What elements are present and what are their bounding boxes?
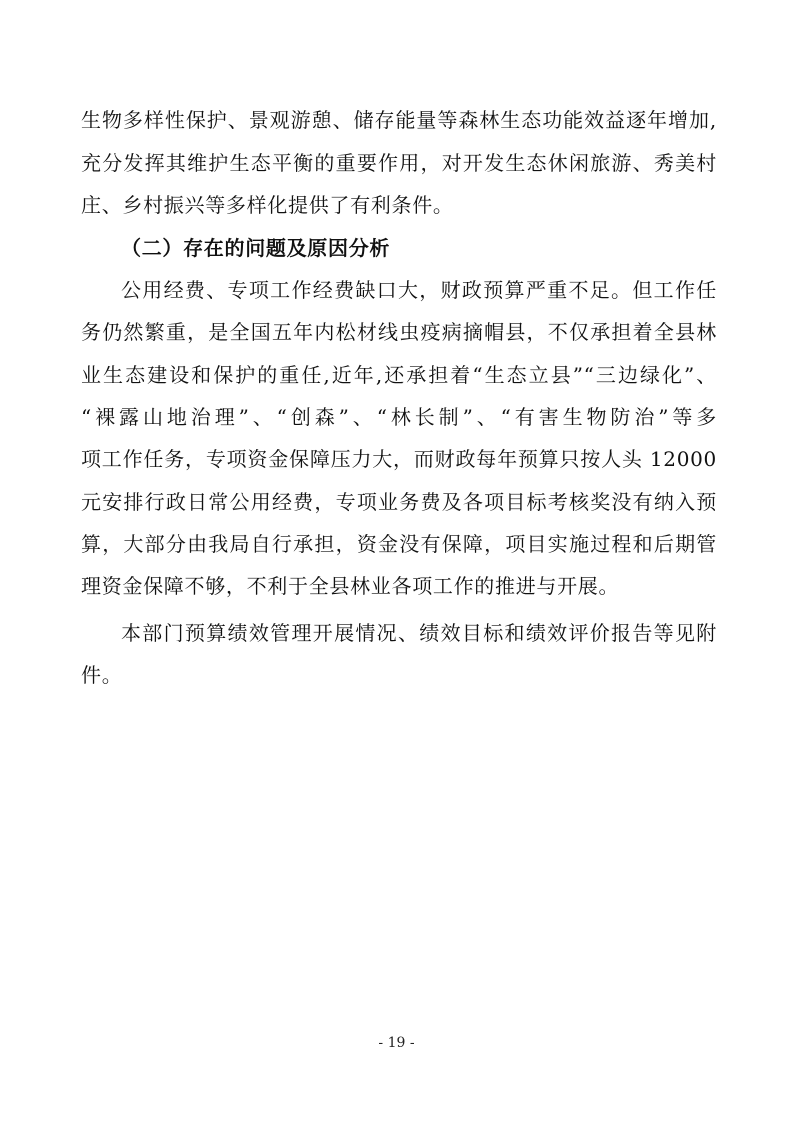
paragraph-2-line-4: “裸露山地治理”、“创森”、“林长制”、“有害生物防治”等多: [81, 405, 717, 429]
paragraph-1-line-2: 充分发挥其维护生态平衡的重要作用，对开发生态休闲旅游、秀美村: [81, 151, 717, 175]
section-heading: （二）存在的问题及原因分析: [121, 236, 391, 260]
paragraph-2-line-6: 元安排行政日常公用经费，专项业务费及各项目标考核奖没有纳入预: [81, 490, 717, 514]
paragraph-2-line-7: 算，大部分由我局自行承担，资金没有保障，项目实施过程和后期管: [81, 532, 717, 556]
page-number: - 19 -: [378, 1035, 415, 1051]
paragraph-1-line-3: 庄、乡村振兴等多样化提供了有利条件。: [81, 193, 454, 217]
paragraph-2-line-2: 务仍然繁重，是全国五年内松材线虫疫病摘帽县，不仅承担着全县林: [81, 320, 717, 344]
paragraph-2-line-1: 公用经费、专项工作经费缺口大，财政预算严重不足。但工作任: [121, 278, 717, 302]
paragraph-2-line-8: 理资金保障不够，不利于全县林业各项工作的推进与开展。: [81, 574, 620, 598]
paragraph-3-line-2: 件。: [81, 663, 123, 687]
paragraph-2-line-5: 项工作任务，专项资金保障压力大，而财政每年预算只按人头 12000: [81, 447, 717, 471]
paragraph-2-line-3: 业生态建设和保护的重任,近年,还承担着“生态立县”“三边绿化”、: [81, 363, 717, 387]
paragraph-1-line-1: 生物多样性保护、景观游憩、储存能量等森林生态功能效益逐年增加,: [81, 108, 717, 132]
paragraph-3-line-1: 本部门预算绩效管理开展情况、绩效目标和绩效评价报告等见附: [121, 621, 717, 645]
